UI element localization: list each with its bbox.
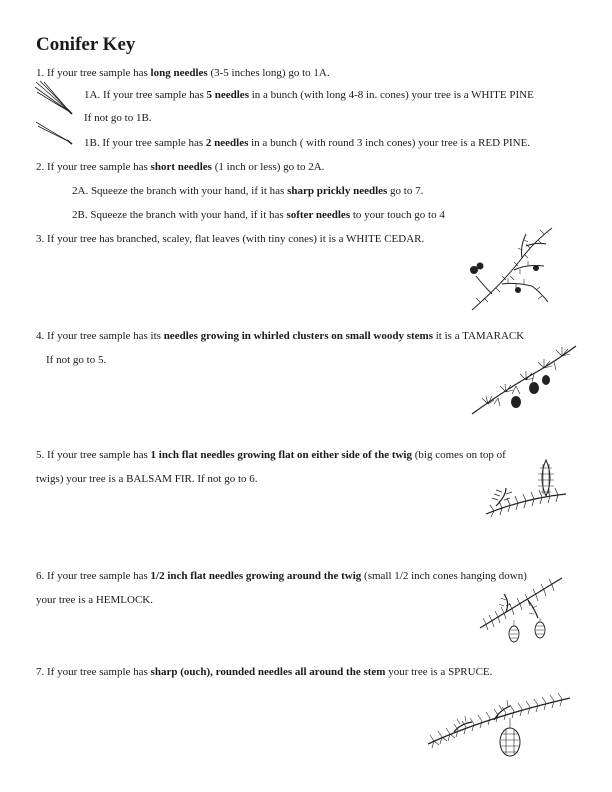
q2b-key-term: softer needles [286,209,351,221]
q2b-text-end: to your touch go to 4 [350,209,445,221]
white-cedar-branch-icon [462,224,557,314]
question-3: 3. If your tree has branched, scaley, flat leaves (with tiny cones) it is a WHITE CEDAR. [36,233,425,245]
question-1b [84,136,530,150]
q7-text-start: 7. If your tree sample has [36,666,151,678]
question-2b [72,208,445,222]
question-1a-note: If not go to 1B. [84,112,152,124]
red-pine-needles-icon [34,120,74,146]
q1a-text-start: 1A. If your tree sample has [84,89,207,101]
question-2 [36,160,324,174]
q1-text-start: 1. If your tree sample has [36,67,151,79]
q1b-text-start: 1B. If your tree sample has [84,137,206,149]
q6-text-end: (small 1/2 inch cones hanging down) [361,570,527,582]
q4-text-start: 4. If your tree sample has its [36,330,164,342]
question-7 [36,665,492,679]
q2b-text-start: 2B. Squeeze the branch with your hand, if it has [72,209,287,221]
q1-key-term: long needles [150,67,208,79]
q1a-key-term: 5 needles [206,89,249,101]
question-5 [36,448,506,462]
question-5-line-2: twigs) your tree is a BALSAM FIR. If not go to 6. [36,473,258,485]
q2a-text-start: 2A. Squeeze the branch with your hand, if it has [72,185,288,197]
question-6-line-2: your tree is a HEMLOCK. [36,594,154,606]
q6-text-start: 6. If your tree sample has [36,570,151,582]
q1b-text-end: in a bunch ( with round 3 inch cones) your tree is a RED PINE. [248,137,531,149]
question-6 [36,569,527,583]
q2-text-start: 2. If your tree sample has [36,161,151,173]
q5-key-term: 1 inch flat needles growing flat on either side of the twig [150,449,412,461]
q4-key-term: needles growing in whirled clusters on small woody stems [163,330,433,342]
question-2a [72,184,423,198]
q6-key-term: 1/2 inch flat needles growing around the twig [150,570,362,582]
q4-text-end: it is a TAMARACK [433,330,525,342]
q2-text-end: (1 inch or less) go to 2A. [211,161,325,173]
q1b-key-term: 2 needles [205,137,249,149]
question-4-note: If not go to 5. [46,354,107,366]
q2-key-term: short needles [150,161,212,173]
balsam-fir-branch-icon [476,454,572,526]
q1-text-end: (3-5 inches long) go to 1A. [207,67,330,79]
q5-text-start: 5. If your tree sample has [36,449,151,461]
q5-text-end: (big comes on top of [412,449,506,461]
hemlock-branch-icon [476,572,566,648]
q2a-text-end: go to 7. [387,185,424,197]
spruce-branch-icon [424,684,576,768]
q7-key-term: sharp (ouch), rounded needles all around the stem [150,666,386,678]
tamarack-branch-icon [468,336,580,418]
q2a-key-term: sharp prickly needles [287,185,388,197]
q1a-text-end: in a bunch (with long 4-8 in. cones) your tree is a WHITE PINE [248,89,534,101]
q7-text-end: your tree is a SPRUCE. [385,666,493,678]
question-1 [36,66,330,80]
white-pine-needles-icon [34,80,74,116]
question-4 [36,329,524,343]
question-1a [84,88,534,102]
page-title: Conifer Key [36,34,136,55]
